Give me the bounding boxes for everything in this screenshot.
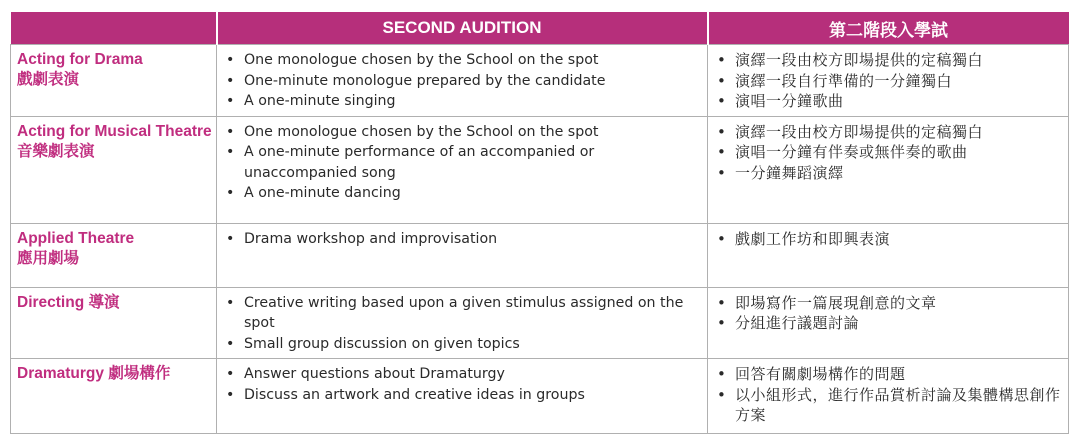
list-item: • Small group discussion on given topics: [244, 334, 701, 355]
audition-table-wrapper: [10, 12, 1068, 434]
subject-chinese: 戲劇表演: [17, 71, 80, 88]
chinese-requirements-list: [708, 359, 1068, 430]
list-item: • 演唱一分鐘有伴奏或無伴奏的歌曲: [735, 142, 1064, 163]
subject-english: Directing: [17, 293, 85, 311]
list-item: • One-minute monologue prepared by the candidate: [244, 71, 701, 92]
english-requirements-cell: [217, 359, 708, 434]
subject-chinese: 音樂劇表演: [17, 142, 95, 160]
english-requirements-list: [217, 359, 707, 409]
subject-chinese: 應用劇場: [17, 249, 80, 267]
table-row: [11, 287, 1069, 359]
english-requirements-list: [217, 117, 707, 208]
list-item: • Drama workshop and improvisation: [244, 229, 701, 250]
table-row: [11, 223, 1069, 287]
english-requirements-list: [217, 224, 707, 254]
list-item: • A one-minute dancing: [244, 183, 701, 204]
subject-cell: [11, 116, 217, 223]
table-row: [11, 359, 1069, 434]
english-requirements-cell: [217, 287, 708, 359]
list-item: • Creative writing based upon a given stimulus assigned on the spot: [244, 293, 701, 334]
list-item: • A one-minute performance of an accompanied or unaccompanied song: [244, 142, 701, 183]
list-item: • 演繹一段由校方即場提供的定稿獨白: [735, 50, 1064, 71]
english-requirements-cell: [217, 45, 708, 117]
list-item: • 演繹一段自行準備的一分鐘獨白: [735, 71, 1064, 92]
table-row: [11, 45, 1069, 117]
subject-cell: [11, 223, 217, 287]
list-item: • One monologue chosen by the School on the spot: [244, 122, 701, 143]
list-item: • 演繹一段由校方即場提供的定稿獨白: [735, 122, 1064, 143]
subject-cell: [11, 45, 217, 117]
list-item: • 以小組形式，進行作品賞析討論及集體構思創作方案: [735, 385, 1064, 426]
list-item: • 演唱一分鐘歌曲: [735, 91, 1064, 112]
english-requirements-cell: [217, 116, 708, 223]
list-item: • 一分鐘舞蹈演繹: [735, 163, 1064, 184]
subject-chinese: 導演: [88, 293, 120, 311]
chinese-requirements-cell: [708, 116, 1069, 223]
chinese-requirements-cell: [708, 45, 1069, 117]
table-row: [11, 116, 1069, 223]
english-requirements-list: [217, 288, 707, 359]
subject-cell: [11, 359, 217, 434]
list-item: • 分組進行議題討論: [735, 313, 1064, 334]
header-blank-cell: [11, 12, 217, 45]
list-item: • One monologue chosen by the School on the spot: [244, 50, 701, 71]
chinese-requirements-list: [708, 224, 1068, 254]
subject-chinese: 劇場構作: [108, 365, 171, 382]
second-audition-table: [10, 12, 1069, 434]
chinese-requirements-cell: [708, 359, 1069, 434]
list-item: • Answer questions about Dramaturgy: [244, 364, 701, 385]
chinese-requirements-cell: [708, 223, 1069, 287]
subject-english: Dramaturgy: [17, 365, 104, 382]
chinese-requirements-list: [708, 45, 1068, 116]
list-item: • 戲劇工作坊和即興表演: [735, 229, 1064, 250]
chinese-requirements-list: [708, 288, 1068, 338]
subject-cell: [11, 287, 217, 359]
subject-english: Applied Theatre: [17, 229, 135, 247]
chinese-requirements-list: [708, 117, 1068, 188]
chinese-requirements-cell: [708, 287, 1069, 359]
list-item: • 回答有關劇場構作的問題: [735, 364, 1064, 385]
english-requirements-list: [217, 45, 707, 116]
table-header-row: [11, 12, 1069, 45]
english-requirements-cell: [217, 223, 708, 287]
list-item: • Discuss an artwork and creative ideas in groups: [244, 385, 701, 406]
list-item: • 即場寫作一篇展現創意的文章: [735, 293, 1064, 314]
list-item: • A one-minute singing: [244, 91, 701, 112]
header-english-title: SECOND AUDITION: [217, 12, 708, 45]
header-chinese-title: 第二階段入學試: [708, 12, 1069, 45]
subject-english: Acting for Musical Theatre: [17, 122, 212, 140]
subject-english: Acting for Drama: [17, 51, 143, 68]
